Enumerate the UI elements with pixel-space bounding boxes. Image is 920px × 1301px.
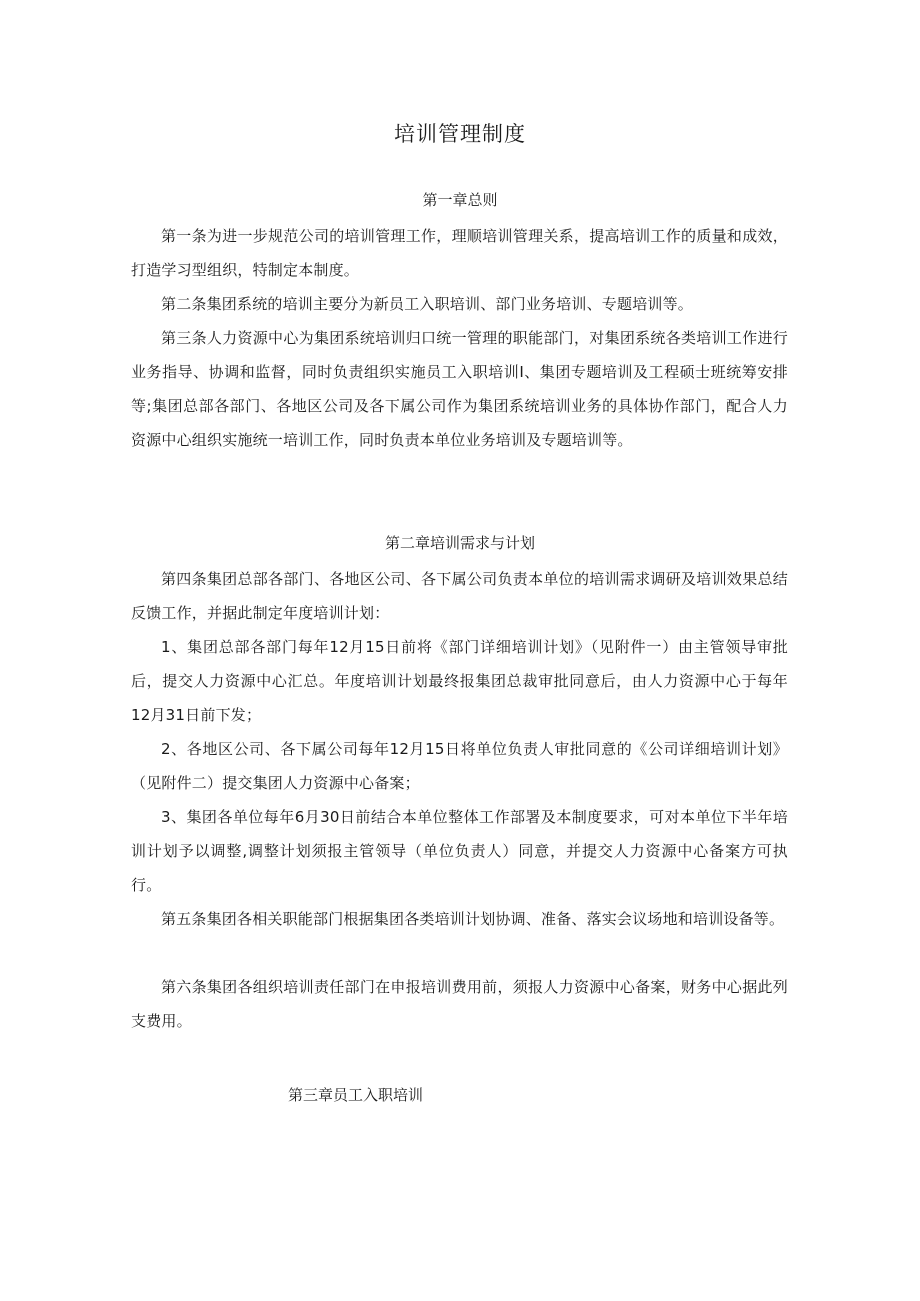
chapter-3-title: 第三章员工入职培训	[288, 1086, 424, 1104]
article-6: 第六条集团各组织培训责任部门在申报培训费用前，须报人力资源中心备案，财务中心据此列支费用。	[131, 978, 788, 1030]
article-1: 第一条为进一步规范公司的培训管理工作，理顺培训管理关系，提高培训工作的质量和成效，打造学习型组织，特制定本制度。	[131, 227, 788, 279]
article-2: 第二条集团系统的培训主要分为新员工入职培训、部门业务培训、专题培训等。	[161, 295, 694, 313]
article-5: 第五条集团各相关职能部门根据集团各类培训计划协调、准备、落实会议场地和培训设备等。	[161, 910, 785, 928]
article-4-item-2: 2、各地区公司、各下属公司每年12月15日将单位负责人审批同意的《公司详细培训计划》（见附件二）提交集团人力资源中心备案；	[131, 740, 788, 792]
article-3: 第三条人力资源中心为集团系统培训归口统一管理的职能部门，对集团系统各类培训工作进行业务指导、协调和监督，同时负责组织实施员工入职培训I、集团专题培训及工程硕士班统筹安排等;集团总部各部门、各地区公司及各下属公司作为集团系统培训业务的具体协作部门，配合人力资源中心组织实施统一培训工作，同时负责本单位业务培训及专题培训等。	[131, 329, 788, 449]
article-4-item-1: 1、集团总部各部门每年12月15日前将《部门详细培训计划》（见附件一）由主管领导审批后，提交人力资源中心汇总。年度培训计划最终报集团总裁审批同意后，由人力资源中心于每年12月31日前下发；	[131, 638, 788, 724]
chapter-2-title: 第二章培训需求与计划	[384, 534, 535, 552]
article-4: 第四条集团总部各部门、各地区公司、各下属公司负责本单位的培训需求调研及培训效果总结反馈工作，并据此制定年度培训计划：	[131, 570, 788, 622]
document-title: 培训管理制度	[394, 122, 526, 146]
article-4-item-3: 3、集团各单位每年6月30日前结合本单位整体工作部署及本制度要求，可对本单位下半年培训计划予以调整,调整计划须报主管领导（单位负责人）同意，并提交人力资源中心备案方可执行。	[131, 808, 788, 894]
chapter-1-title: 第一章总则	[422, 191, 498, 209]
